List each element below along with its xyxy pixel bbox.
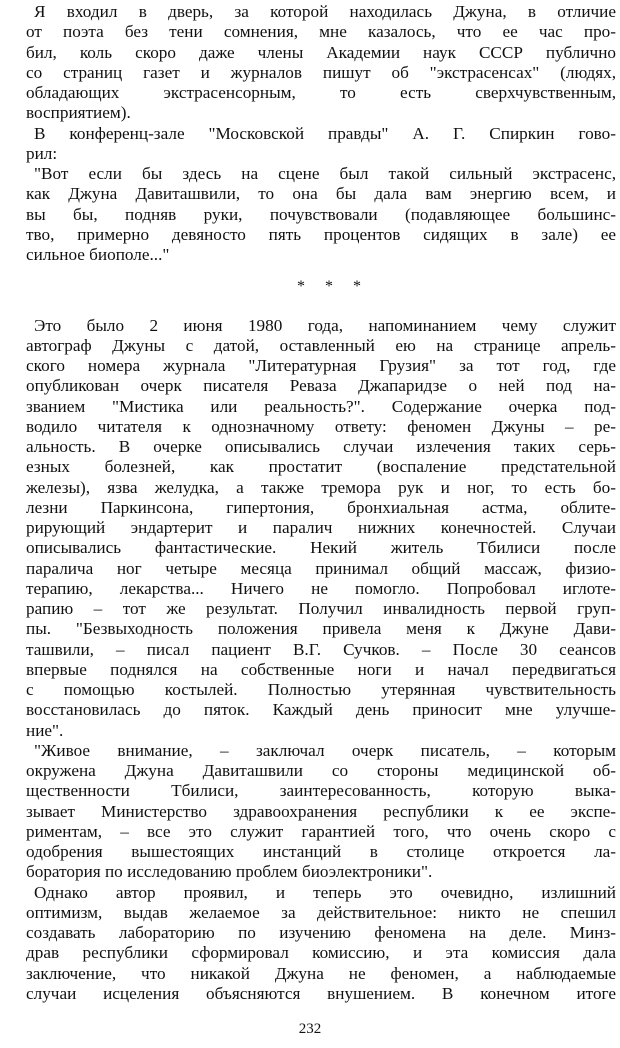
text-line: езных болезней, как простатит (воспаление предстательной [26,457,616,477]
text-line: Это было 2 июня 1980 года, напоминанием чему служит [34,315,616,335]
text-line: случаи исцеления объясняются внушением. В конечном итоге [26,983,616,1003]
paragraph-1 [26,2,620,124]
section-separator: * * * [297,278,369,296]
text-line: лезни Паркинсона, гипертония, бронхиальная астма, облите- [26,497,616,517]
text-line: ташвили, – писал пациент В.Г. Сучков. – После 30 сеансов [26,639,616,659]
text-line: "Живое внимание, – заключал очерк писатель, – которым [34,740,616,760]
text-line: одобрения вышестоящих инстанций в столице откроется ла- [26,842,616,861]
text-line: тво, примерно девяносто пять процентов сидящих в зале) ее [26,224,616,244]
paragraph-2 [26,124,620,165]
text-line: боратория по исследованию проблем биоэлектроники". [26,862,433,882]
text-line: как Джуна Давиташвили, то она бы дала вам энергию всем, и [26,184,616,204]
text-line: опубликован очерк писателя Реваза Джапаридзе о ней под на- [26,376,616,396]
text-line: рил: [26,143,58,163]
paragraph-6 [26,883,620,1005]
text-line: драв республики сформировал комиссию, и эта комиссия дала [26,943,616,963]
text-line: восстановилась до пяток. Каждый день приносит мне улучше- [26,700,616,720]
text-line: риментам, – все это служит гарантией того, что очень скоро с [26,821,616,841]
paragraph-5 [26,741,620,883]
text-line: альность. В очерке описывались случаи излечения таких серь- [26,437,616,456]
text-line: автограф Джуны с датой, оставленный ею на странице апрель- [26,335,616,355]
text-line: восприятием). [26,103,131,123]
text-line: заключение, что никакой Джуна не феномен, а наблюдаемые [26,963,616,983]
text-line: с помощью костылей. Полностью утерянная чувствительность [26,680,616,699]
text-line: рирующий эндартерит и паралич нижних конечностей. Случаи [26,518,616,537]
text-line: зывает Министерство здравоохранения республики к ее экспе- [26,801,616,821]
spacer [26,265,620,277]
text-line: терапию, лекарства... Ничего не помогло. Попробовал иглоте- [26,578,616,598]
text-line: ского номера журнала "Литературная Грузия" за тот год, где [26,356,616,375]
text-line: окружена Джуна Давиташвили со стороны медицинской об- [26,761,616,780]
text-line: со страниц газет и журналов пишут об "экстрасенсах" (людях, [26,62,616,82]
text-line: сильное биополе..." [26,245,170,264]
text-line: ние". [26,720,64,740]
text-line: обладающих экстрасенсорным, то есть сверхчувственным, [26,83,616,102]
text-line: оптимизм, выдав желаемое за действительное: никто не спешил [26,902,616,922]
text-line: железы), язва желудка, а также тремора рук и ног, то есть бо- [26,477,616,497]
text-line: "Вот если бы здесь на сцене был такой сильный экстрасенс, [34,164,616,183]
text-line: Я входил в дверь, за которой находилась Джуна, в отличие [34,2,616,21]
text-line: рапию – тот же результат. Получил инвалидность первой груп- [26,599,616,618]
text-line: описывались фантастические. Некий житель Тбилиси после [26,538,616,558]
text-line: создавать лабораторию по изучению феномена на деле. Минз- [26,923,616,942]
text-line: впервые поднялся на собственные ноги и начал передвигаться [26,659,616,679]
text-line: бил, коль скоро даже члены Академии наук СССР публично [26,42,616,62]
text-line: водило читателя к однозначному ответу: феномен Джуны – ре- [26,416,616,436]
text-line: паралича ног четыре месяца принимал общий массаж, физио- [26,558,616,578]
text-line: пы. "Безвыходность положения привела меня к Джуне Дави- [26,619,616,639]
text-line: от поэта без тени сомнения, мне казалось, что ее час про- [26,22,616,42]
text-line: вы бы, подняв руки, почувствовали (подавляющее большинс- [26,204,616,224]
page-number: 232 [298,1021,322,1037]
paragraph-4 [26,316,620,741]
text-body [26,2,620,1004]
text-line: Однако автор проявил, и теперь это очевидно, излишний [34,882,616,902]
text-line: званием "Мистика или реальность?". Содержание очерка под- [26,396,616,416]
spacer [26,298,620,316]
text-line: щественности Тбилиси, заинтересованность, которую выка- [26,781,616,801]
text-line: В конференц-зале "Московской правды" А. Г. Спиркин гово- [34,123,616,143]
paragraph-3 [26,164,620,265]
